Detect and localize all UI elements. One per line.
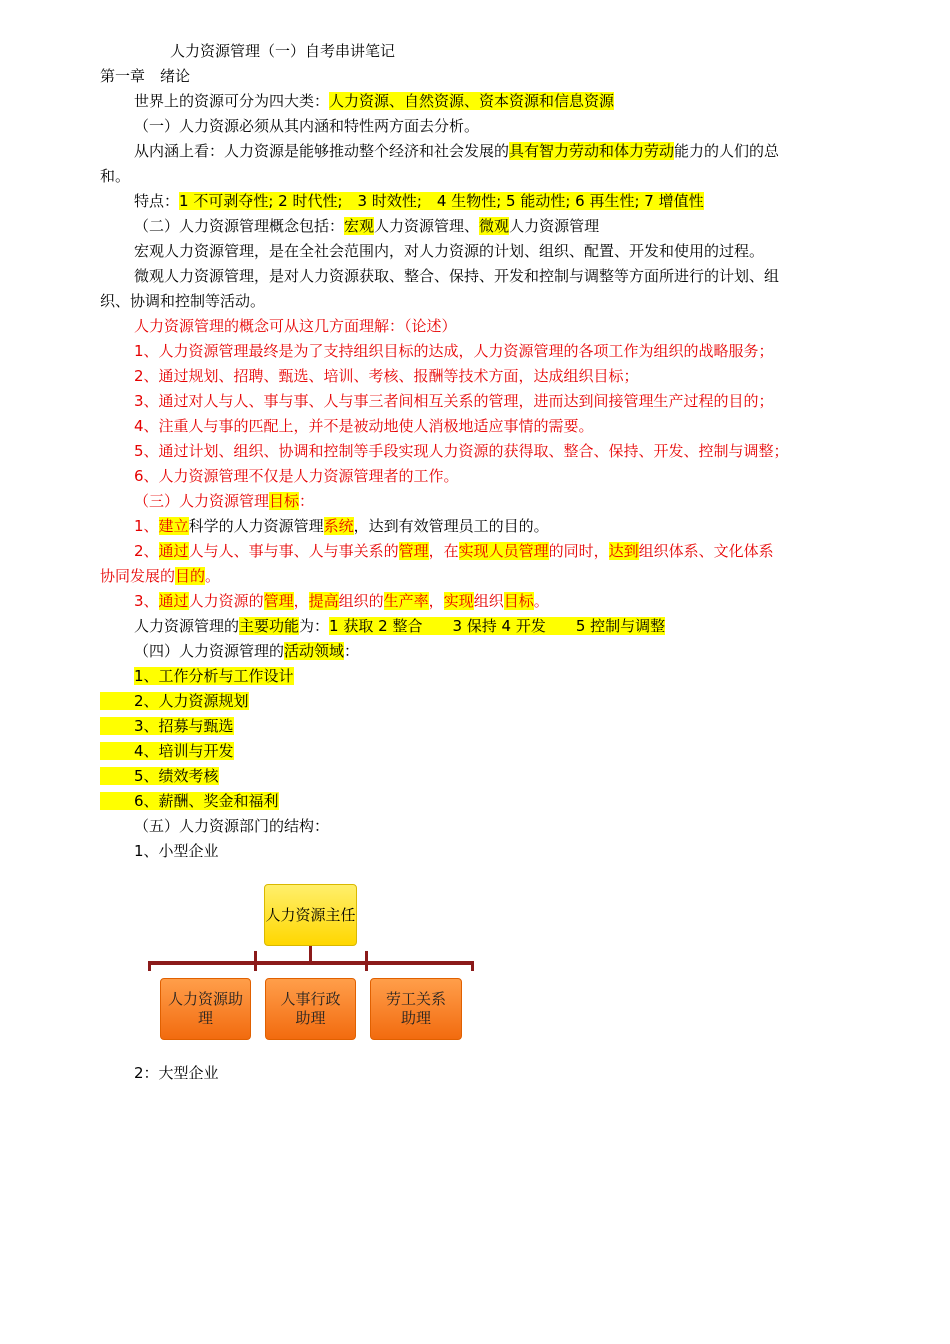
activity-item [100,716,234,736]
org-box-hr-assistant: 人力资源助理 [160,978,251,1040]
text: 特点： [134,192,180,210]
para-section-four [134,641,359,661]
activity-item [100,741,234,761]
org-box-labor-assistant: 劳工关系 助理 [370,978,462,1040]
highlight: 目标 [503,592,534,610]
goal-2 [134,541,774,561]
text: 人力资源管理的 [134,617,240,635]
red-item: 6、人力资源管理不仅是人力资源管理者的工作。 [134,467,459,485]
text: 人力资源管理、 [374,217,480,235]
text: 3、 [134,592,159,610]
chapter-heading: 第一章 绪论 [100,67,191,85]
red-item: 2、通过规划、招聘、甄选、培训、考核、报酬等技术方面，达成组织目标； [134,367,639,385]
text: ， [428,592,444,610]
text: ， [293,592,309,610]
highlight: 1 不可剥夺性; 2 时代性; 3 时效性; 4 生物性; 5 能动性; 6 再生性; 7 增值性 [179,192,704,210]
para-section-two [134,216,599,236]
highlight: 实现人员管理 [458,542,549,560]
activity-item [134,666,294,686]
text: 。 [205,567,221,585]
text: ，在 [428,542,459,560]
red-heading: 人力资源管理的概念可从这几方面理解：（论述） [134,317,457,335]
text: ，达到有效管理员工的目的。 [353,517,549,535]
red-item: 5、通过计划、组织、协调和控制等手段实现人力资源的获得取、整合、保持、开发、控制与调整； [134,442,789,460]
highlight: 活动领域 [284,642,345,660]
highlight: 5、绩效考核 [100,767,219,785]
goal-1 [134,516,549,536]
highlight: 目的 [175,567,206,585]
highlight: 具有智力劳动和体力劳动 [509,142,675,160]
highlight: 人力资源、自然资源、资本资源和信息资源 [329,92,615,110]
highlight: 6、薪酬、奖金和福利 [100,792,279,810]
text: 协同发展的 [100,567,176,585]
small-company-label: 1、小型企业 [134,842,219,860]
highlight: 目标 [269,492,300,510]
para-features [134,191,704,211]
highlight: 1 获取 2 整合 3 保持 4 开发 5 控制与调整 [329,617,666,635]
para-functions [134,616,665,636]
para-macro: 宏观人力资源管理，是在全社会范围内，对人力资源的计划、组织、配置、开发和使用的过程。 [134,242,765,260]
highlight: 宏观 [344,217,375,235]
highlight: 提高 [308,592,339,610]
highlight: 3、招募与甄选 [100,717,234,735]
document-title: 人力资源管理（一）自考串讲笔记 [170,42,396,60]
text: 组织的 [338,592,384,610]
large-company-label: 2：大型企业 [134,1064,219,1082]
org-box-admin-assistant: 人事行政 助理 [265,978,356,1040]
text: 从内涵上看：人力资源是能够推动整个经济和社会发展的 [134,142,510,160]
para-resources [134,91,614,111]
text: 。 [533,592,549,610]
text: （三）人力资源管理 [134,492,270,510]
text: 组织体系、文化体系 [638,542,774,560]
highlight: 达到 [608,542,639,560]
para-connotation [134,141,779,161]
text: ： [344,642,360,660]
highlight: 管理 [263,592,294,610]
org-connector [471,961,474,971]
text: 1、 [134,517,159,535]
para-section-one: （一）人力资源必须从其内涵和特性两方面去分析。 [134,117,480,135]
text: 人力资源的 [188,592,264,610]
red-item: 4、注重人与事的匹配上，并不是被动地使人消极地适应事情的需要。 [134,417,594,435]
highlight: 实现 [443,592,474,610]
highlight: 管理 [398,542,429,560]
org-connector [148,961,151,971]
highlight: 主要功能 [239,617,300,635]
para-section-five: （五）人力资源部门的结构： [134,817,330,835]
para-micro-cont: 织、协调和控制等活动。 [100,292,266,310]
text: 科学的人力资源管理 [188,517,324,535]
goal-2-cont [100,566,220,586]
text: （二）人力资源管理概念包括： [134,217,345,235]
activity-item [100,791,279,811]
goal-3 [134,591,549,611]
org-connector [148,961,474,965]
activity-item [100,691,249,711]
text: 人与人、事与事、人与事关系的 [188,542,399,560]
para-micro: 微观人力资源管理，是对人力资源获取、整合、保持、开发和控制与调整等方面所进行的计划、组 [134,267,780,285]
highlight: 生产率 [383,592,429,610]
highlight: 建立 [158,517,189,535]
text: 世界上的资源可分为四大类： [134,92,330,110]
highlight: 4、培训与开发 [100,742,234,760]
org-connector [309,946,312,962]
text: ： [299,492,315,510]
para-connotation-cont: 和。 [100,167,131,185]
text: 2、 [134,542,159,560]
text: 人力资源管理 [509,217,600,235]
text: （四）人力资源管理的 [134,642,285,660]
text: 为： [299,617,330,635]
highlight: 2、人力资源规划 [100,692,249,710]
org-box-director: 人力资源主任 [264,884,357,946]
org-connector [254,951,257,971]
text: 的同时， [548,542,609,560]
highlight: 通过 [158,542,189,560]
highlight: 微观 [479,217,510,235]
red-item: 1、人力资源管理最终是为了支持组织目标的达成，人力资源管理的各项工作为组织的战略服务； [134,342,774,360]
para-section-three [134,491,314,511]
text: 组织 [473,592,504,610]
org-connector [365,951,368,971]
highlight: 通过 [158,592,189,610]
highlight: 系统 [323,517,354,535]
red-item: 3、通过对人与人、事与事、人与事三者间相互关系的管理，进而达到间接管理生产过程的目的； [134,392,774,410]
text: 能力的人们的总 [674,142,780,160]
highlight: 1、工作分析与工作设计 [134,667,294,685]
activity-item [100,766,219,786]
